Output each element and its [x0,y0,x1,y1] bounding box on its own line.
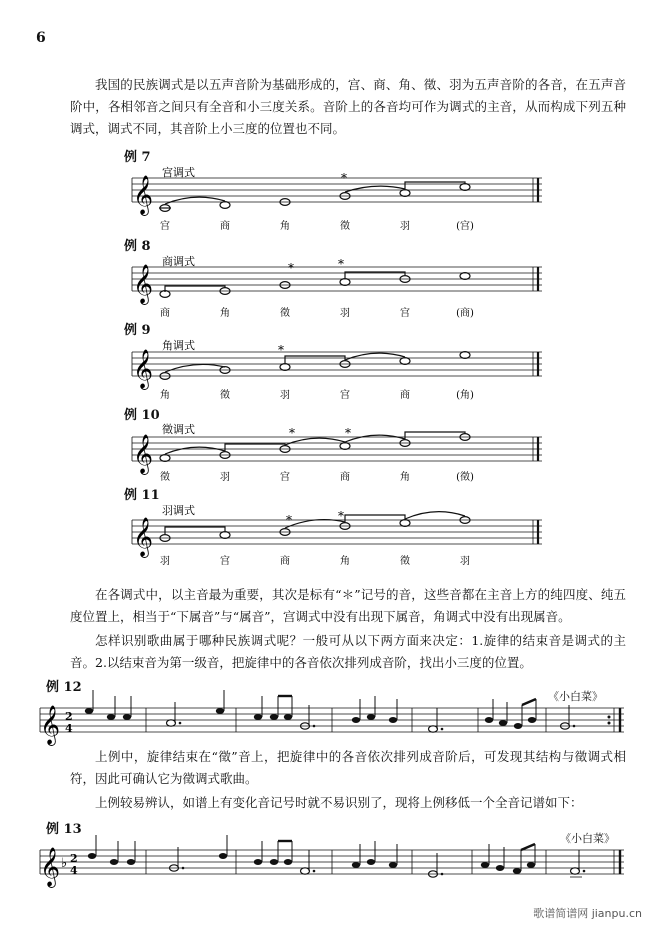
svg-text:商: 商 [160,308,170,319]
svg-text:宫: 宫 [220,556,230,567]
page-number: 6 [36,30,46,46]
svg-text:*: * [338,257,344,271]
svg-text:角: 角 [400,472,410,483]
svg-text:*: * [338,509,344,523]
svg-text:(宫): (宫) [456,221,474,232]
svg-text:角: 角 [280,221,290,232]
svg-text:徵: 徵 [160,472,170,483]
example-9-label: 例 9 [124,323,151,338]
example-9-staff [132,338,542,401]
svg-text:宫: 宫 [160,221,170,232]
svg-text:(商): (商) [456,308,474,319]
treble-clef-icon: 𝄞 [40,705,61,745]
example-13-label: 例 13 [46,822,82,837]
example-13-staff [40,835,624,888]
example-12-source: 《小白菜》 [548,690,603,703]
treble-clef-icon: 𝄞 [133,349,154,389]
paragraph-identify: 怎样识别歌曲属于哪种民族调式呢？一般可从以下两方面来决定：1.旋律的结束音是调式的主音。2.以结束音为第一级音，把旋律中的各音依次排列成音阶，找出小三度的位置。 [70,633,626,670]
treble-clef-icon: 𝄞 [133,434,154,474]
svg-text:徵: 徵 [220,390,230,401]
svg-text:2: 2 [65,710,73,723]
example-7-label: 例 7 [124,150,151,165]
svg-text:宫: 宫 [280,472,290,483]
example-9-mode: 角调式 [162,339,195,352]
flat-icon: ♭ [61,856,68,871]
watermark: 歌谱简谱网 jianpu.cn [533,907,642,920]
example-11-label: 例 11 [124,488,160,503]
example-10-staff [132,422,542,483]
svg-text:羽: 羽 [280,390,290,401]
example-11-staff [132,503,542,567]
example-8-label: 例 8 [124,239,151,254]
paragraph-conclusion: 上例中，旋律结束在“徵”音上，把旋律中的各音依次排列成音阶后，可发现其结构与徵调式相符，因此可确认它为徵调式歌曲。 [70,749,626,786]
svg-text:徵: 徵 [400,556,410,567]
svg-text:宫: 宫 [400,308,410,319]
svg-text:(徵): (徵) [456,472,474,483]
treble-clef-icon: 𝄞 [133,175,154,215]
svg-text:角: 角 [220,308,230,319]
svg-text:商: 商 [340,472,350,483]
svg-text:宫: 宫 [340,390,350,401]
example-7-mode: 宫调式 [162,166,195,179]
svg-text:羽: 羽 [400,221,410,232]
treble-clef-icon: 𝄞 [133,517,154,557]
svg-text:(角): (角) [456,390,474,401]
treble-clef-icon: 𝄞 [133,264,154,304]
svg-text:羽: 羽 [160,556,170,567]
svg-text:角: 角 [160,390,170,401]
svg-text:徵: 徵 [280,308,290,319]
svg-text:徵: 徵 [340,221,350,232]
example-13-source: 《小白菜》 [560,832,615,845]
svg-text:角: 角 [340,556,350,567]
example-8-staff [132,254,542,319]
example-10-mode: 徵调式 [162,423,195,436]
svg-text:2: 2 [70,852,78,865]
svg-text:商: 商 [220,221,230,232]
example-10-label: 例 10 [124,408,160,423]
svg-text:*: * [278,343,284,357]
example-12-label: 例 12 [46,680,82,695]
paragraph-mode-importance: 在各调式中，以主音最为重要，其次是标有“＊”记号的音，这些音都在主音上方的纯四度、纯五度位置上，相当于“下属音”与“属音”，宫调式中没有出现下属音，角调式中没有出现属音。 [70,587,626,624]
paragraph-intro: 我国的民族调式是以五声音阶为基础形成的，宫、商、角、徵、羽为五声音阶的各音，在五声音阶中，各相邻音之间只有全音和小三度关系。音阶上的各音均可作为调式的主音，从而构成下列五种调式，调式不同，其音阶上小三度的位置也不同。 [70,77,626,136]
svg-text:羽: 羽 [340,308,350,319]
svg-text:商: 商 [400,390,410,401]
treble-clef-icon: 𝄞 [40,847,61,887]
paragraph-transposed-intro: 上例较易辨认，如谱上有变化音记号时就不易识别了，现将上例移低一个全音记谱如下： [95,795,583,810]
svg-text:商: 商 [280,556,290,567]
svg-text:*: * [288,261,294,275]
example-11-mode: 羽调式 [162,504,195,517]
svg-text:*: * [286,513,292,527]
example-8-mode: 商调式 [162,255,195,268]
svg-text:4: 4 [70,864,78,877]
svg-text:4: 4 [65,722,73,735]
example-12-staff [40,690,624,746]
svg-text:*: * [345,426,351,440]
svg-text:*: * [341,171,347,185]
svg-text:羽: 羽 [220,472,230,483]
example-7-staff [132,165,542,232]
svg-text:*: * [289,426,295,440]
svg-text:羽: 羽 [460,556,470,567]
